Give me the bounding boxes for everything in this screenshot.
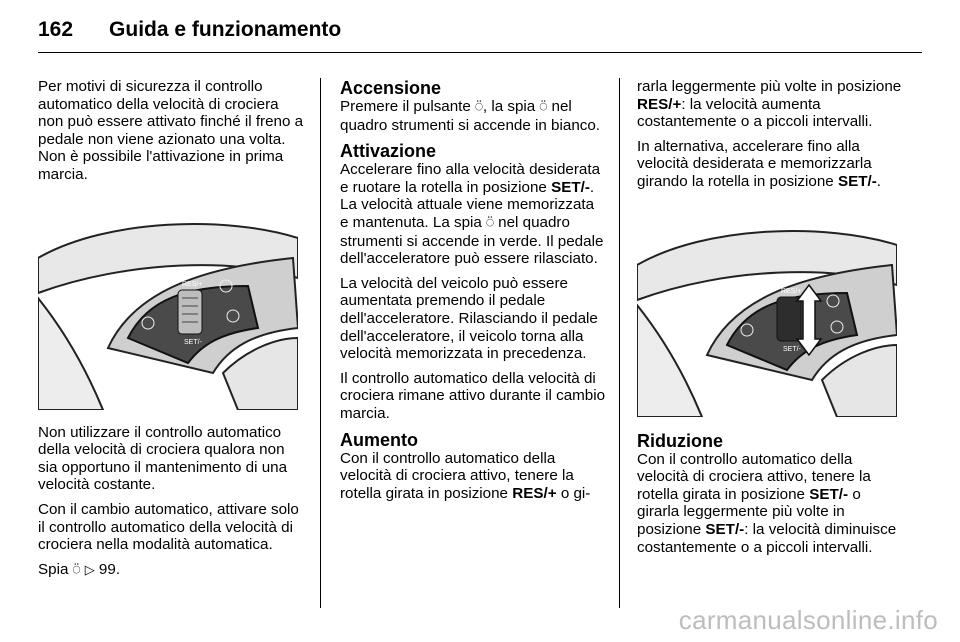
column-2: [340, 78, 606, 509]
aumento-paragraph: Con il controllo automatico della velocità di crociera attivo, tenere la rotella girata in posizione RES/+ o gi-: [340, 449, 591, 502]
column-1: [38, 78, 304, 586]
gear-change-paragraph: Il controllo automatico della velocità di crociera rimane attivo durante il cambio marcia.: [340, 369, 606, 422]
header-rule: [38, 52, 922, 53]
page-header: [38, 18, 341, 42]
set-label: SET/-: [783, 345, 801, 353]
alternative-paragraph: In alternativa, accelerare fino alla velocità desiderata e memorizzarla girando la rotella in posizione SET/-.: [637, 137, 882, 190]
column-divider-2: [619, 78, 620, 608]
attivazione-heading: Attivazione: [340, 141, 437, 162]
page-title: Guida e funzionamento: [109, 18, 342, 41]
watermark: carmanualsonline.info: [678, 605, 938, 635]
cruise-control-icon: ⍥: [486, 215, 494, 231]
aumento-heading: Aumento: [340, 429, 418, 450]
set-label: SET/-: [184, 338, 202, 346]
accensione-heading: Accensione: [340, 78, 442, 98]
cruise-control-icon: ⍥: [539, 100, 548, 115]
riduzione-heading: Riduzione: [637, 430, 723, 451]
cruise-control-icon: ⍥: [475, 100, 483, 115]
spia-reference: Spia ⍥ ▷ 99.: [38, 560, 121, 578]
speed-increase-paragraph: La velocità del veicolo può essere aumentata premendo il pedale dell'acceleratore. Rilasciando il pedale dell'acceleratore, il veicolo torna alla velocità memorizzata in precedenza.: [340, 274, 598, 363]
cruise-control-icon: ⍥: [72, 562, 81, 578]
riduzione-paragraph: Con il controllo automatico della velocità di crociera attivo, tenere la rotella girata in posizione SET/- o girarla leggermente più volte in posizione SET/-: la velocità diminuisce costantemente o a piccoli intervalli.: [637, 450, 897, 556]
column-divider-1: [320, 78, 321, 608]
steering-wheel-figure-2: [637, 205, 897, 417]
constant-speed-paragraph: Non utilizzare il controllo automatico della velocità di crociera qualora non sia opportuno il mantenimento di una velocità costante.: [38, 423, 288, 494]
page-reference-icon: ▷: [84, 562, 95, 578]
attivazione-paragraph: Accelerare fino alla velocità desiderata e ruotare la rotella in posizione SET/-. La velocità attuale viene memorizzata e mantenuta. La spia ⍥ nel quadro strumenti si accende in verde. Il pedale dell'acceleratore può essere rilasciato.: [340, 161, 604, 268]
res-label: RES/+: [182, 280, 203, 288]
column-3: [637, 78, 903, 563]
automatic-gearbox-paragraph: Con il cambio automatico, attivare solo il controllo automatico della velocità di crociera nella modalità automatica.: [38, 500, 299, 554]
accensione-paragraph: Premere il pulsante ⍥, la spia ⍥ nel quadro strumenti si accende in bianco.: [340, 98, 601, 134]
steering-wheel-figure-1: [38, 198, 298, 410]
page-number: 162: [38, 18, 74, 41]
safety-paragraph: Per motivi di sicurezza il controllo automatico della velocità di crociera non può essere attivato finché il freno a pedale non viene azionato una volta. Non è possibile l'attivazione in prima marcia.: [38, 78, 304, 183]
res-label: RES/+: [781, 287, 802, 295]
aumento-continued-paragraph: rarla leggermente più volte in posizione RES/+: la velocità aumenta costantemente o a piccoli intervalli.: [637, 78, 902, 131]
